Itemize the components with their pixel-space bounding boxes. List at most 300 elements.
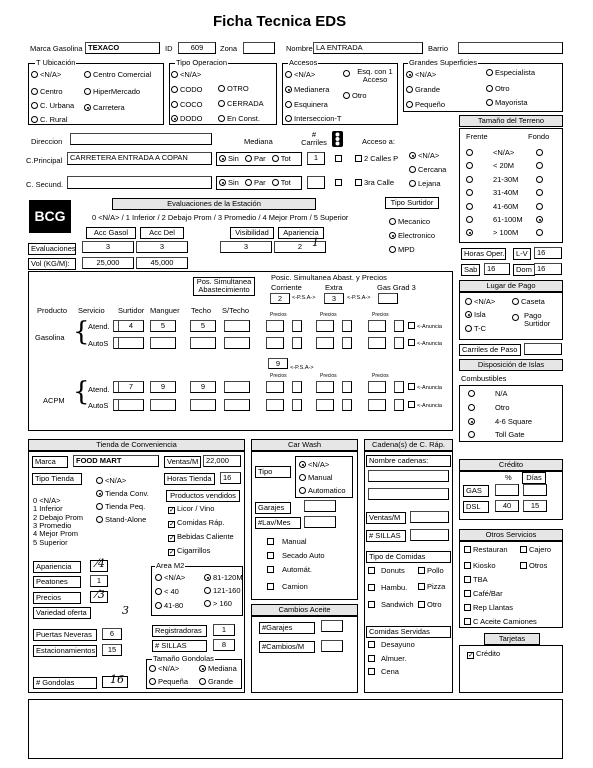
credito-dsl-dias[interactable]: 15 bbox=[523, 500, 547, 512]
area-opt-41[interactable]: 41-80 bbox=[155, 602, 183, 610]
stecho-header: S/Techo bbox=[222, 306, 250, 315]
gas-autos-label: AutoS bbox=[88, 339, 109, 348]
secund-tot-radio[interactable]: Tot bbox=[272, 178, 291, 187]
terreno-fondo-radio[interactable] bbox=[536, 162, 545, 170]
bcg-logo: BCG bbox=[29, 200, 71, 233]
accesos-title: Accesos bbox=[289, 58, 318, 67]
acceso-opt-cercana[interactable]: Cercana bbox=[409, 166, 446, 174]
direccion-field[interactable] bbox=[70, 133, 212, 145]
acpm-atend-precio-0[interactable] bbox=[266, 381, 284, 393]
acpm-atend-techo[interactable]: 9 bbox=[190, 381, 216, 393]
acc-del-field[interactable]: 3 bbox=[136, 241, 188, 253]
acpm-atend-stecho[interactable] bbox=[224, 381, 250, 393]
otros-cajero[interactable]: Cajero bbox=[520, 546, 551, 554]
operacion-opt-na[interactable]: <N/A> bbox=[171, 71, 201, 79]
cadena-title: Cadena(s) de C. Ráp. bbox=[364, 439, 453, 451]
comida-hambu[interactable]: Hambu. bbox=[368, 584, 407, 592]
tienda-sillas-field[interactable]: 8 bbox=[213, 639, 235, 651]
accesos-opt-interseccion[interactable]: Interseccion-T bbox=[285, 115, 342, 123]
acpm-atend-precio-1[interactable] bbox=[292, 381, 302, 393]
cadena-ventas-field[interactable] bbox=[410, 511, 449, 523]
terreno-row-label: 21-30M bbox=[493, 174, 519, 184]
marca-gasolina-label: Marca Gasolina bbox=[30, 44, 83, 53]
ventas-tienda-field[interactable]: 22,000 bbox=[203, 455, 241, 467]
tarjetas-credito[interactable]: ✓ Crédito bbox=[468, 649, 501, 659]
surtidor-title: Tipo Surtidor bbox=[385, 197, 439, 209]
carwash-opt-auto[interactable]: Automatico bbox=[299, 487, 346, 495]
servicio-header: Servicio bbox=[78, 306, 105, 315]
vol-field-1[interactable]: 25,000 bbox=[82, 257, 134, 269]
tipo-opt-conv[interactable]: Tienda Conv. bbox=[96, 490, 149, 498]
visibilidad-label: Visibilidad bbox=[230, 227, 274, 239]
credito-dsl-pct[interactable]: 40 bbox=[495, 500, 519, 512]
principal-carriles-field[interactable]: 1 bbox=[307, 152, 325, 165]
manguer-header: Manguer bbox=[150, 306, 180, 315]
accesos-opt-medianera[interactable]: Medianera bbox=[285, 86, 329, 94]
corriente-psa-field[interactable]: 2 bbox=[270, 293, 290, 304]
ubicacion-opt-centro-comercial[interactable]: Centro Comercial bbox=[84, 71, 151, 79]
ubicacion-opt-carretera[interactable]: Carretera bbox=[84, 104, 125, 112]
puertas-label: Puertas Neveras bbox=[33, 629, 97, 641]
comida-pizza[interactable]: Pizza bbox=[418, 583, 445, 591]
operacion-opt-enconst[interactable]: En Const. bbox=[218, 115, 260, 123]
pago-opt-tc[interactable]: T-C bbox=[465, 325, 486, 333]
carriles-label: # Carriles bbox=[301, 130, 327, 147]
tienda-scale-item: 0 <N/A> bbox=[33, 496, 61, 505]
secund-par-radio[interactable]: Par bbox=[245, 178, 266, 187]
gond-opt-na[interactable]: <N/A> bbox=[149, 665, 179, 673]
cadena-nombre-field-1[interactable] bbox=[368, 470, 449, 482]
gasgrad-psa-field[interactable] bbox=[378, 293, 398, 304]
terreno-fondo-radio[interactable] bbox=[536, 189, 545, 197]
accesos-opt-na[interactable]: <N/A> bbox=[285, 71, 315, 79]
gas-autos-precio-1[interactable] bbox=[292, 337, 302, 349]
acpm-psa-field[interactable]: 9 bbox=[268, 358, 288, 369]
traffic-light-icon bbox=[332, 131, 343, 147]
acc-gasol-field[interactable]: 3 bbox=[82, 241, 134, 253]
acpm-autos-precio-0[interactable] bbox=[266, 399, 284, 411]
operacion-opt-codo[interactable]: CODO bbox=[171, 86, 203, 94]
gas-atend-precio-1[interactable] bbox=[292, 320, 302, 332]
surtidor-opt-mecanico[interactable]: Mecanico bbox=[389, 218, 430, 226]
psa-arrow-1: <-P.S.A-> bbox=[292, 295, 316, 301]
otros-group bbox=[459, 541, 563, 628]
gas-autos-surtidor[interactable] bbox=[118, 337, 144, 349]
credito-gas-pct[interactable] bbox=[495, 484, 519, 496]
carwash-chk-manual[interactable]: Manual bbox=[267, 538, 307, 546]
cadena-ventas-label: Ventas/M bbox=[366, 512, 406, 524]
pos-simultanea-title: Pos. Simultanea Abastecimiento bbox=[193, 277, 255, 296]
gond-opt-pequena[interactable]: Pequeña bbox=[149, 678, 188, 686]
tienda-marca-label: Marca bbox=[32, 456, 68, 468]
otros-kiosko[interactable]: Kiosko bbox=[464, 562, 496, 570]
superficies-opt-especialista[interactable]: Especialista bbox=[486, 69, 535, 77]
page-title: Ficha Tecnica EDS bbox=[213, 13, 347, 30]
variedad-label: Variedad oferta bbox=[33, 607, 91, 619]
terreno-fondo-radio[interactable] bbox=[536, 229, 545, 237]
gas-autos-anuncia[interactable]: <-Anuncia bbox=[408, 339, 442, 348]
terreno-frente-radio[interactable] bbox=[466, 229, 475, 237]
credito-title: Crédito bbox=[459, 459, 563, 471]
terreno-fondo-label: Fondo bbox=[528, 132, 550, 141]
superficies-title: Grandes Superficies bbox=[409, 58, 477, 67]
cambios-garajes-label: #Garajes bbox=[259, 622, 315, 634]
prod-bebidas[interactable]: ✓ Bebidas Caliente bbox=[169, 532, 234, 542]
nombre-label: Nombre bbox=[286, 44, 313, 53]
sab-field[interactable]: 16 bbox=[484, 263, 510, 275]
cadena-sillas-label: # SILLAS bbox=[366, 530, 406, 542]
gas-atend-stecho[interactable] bbox=[224, 320, 250, 332]
id-field[interactable]: 609 bbox=[178, 42, 216, 54]
principal-mediana-group bbox=[216, 152, 302, 166]
comida-sandwich[interactable]: Sandwich bbox=[368, 601, 414, 609]
psa-mid-row bbox=[268, 358, 314, 372]
gas-atend-anuncia[interactable]: <-Anuncia bbox=[408, 322, 442, 331]
pago-title: Lugar de Pago bbox=[459, 280, 563, 292]
ubicacion-opt-na[interactable]: <N/A> bbox=[31, 71, 61, 79]
surtidor-opt-mpd[interactable]: MPD bbox=[389, 246, 415, 254]
serv-cena[interactable]: Cena bbox=[368, 668, 399, 676]
acpm-atend-precio-2[interactable] bbox=[316, 381, 334, 393]
terreno-frente-radio[interactable] bbox=[466, 203, 475, 211]
c-principal-field[interactable]: CARRETERA ENTRADA A COPAN bbox=[67, 152, 212, 165]
otros-title: Otros Servicios bbox=[459, 529, 563, 541]
precios-header: Precios bbox=[320, 373, 337, 379]
gondolas-label: # Gondolas bbox=[33, 677, 97, 689]
acpm-autos-label: AutoS bbox=[88, 401, 109, 410]
zona-field[interactable] bbox=[243, 42, 275, 54]
gas-autos-precio-2[interactable] bbox=[316, 337, 334, 349]
acpm-atend-precio-4[interactable] bbox=[368, 381, 386, 393]
acpm-autos-anuncia[interactable]: <-Anuncia bbox=[408, 401, 442, 410]
terreno-frente-radio[interactable] bbox=[466, 216, 475, 224]
carwash-opt-na[interactable]: <N/A> bbox=[299, 461, 329, 469]
acpm-atend-surtidor[interactable]: 7 bbox=[118, 381, 144, 393]
gas-atend-precio-5[interactable] bbox=[394, 320, 404, 332]
productos-vendidos-title: Productos vendidos bbox=[166, 490, 240, 502]
carwash-lav-label: #Lav/Mes bbox=[255, 517, 301, 529]
islas-title: Disposición de Islas bbox=[459, 359, 563, 371]
otros-tba[interactable]: TBA bbox=[464, 576, 488, 584]
corriente-label: Corriente bbox=[271, 283, 302, 292]
accesos-opt-esq1-label: Esq. con 1 Acceso bbox=[357, 67, 393, 84]
acpm-autos-manguer[interactable] bbox=[150, 399, 176, 411]
acpm-autos-stecho[interactable] bbox=[224, 399, 250, 411]
carwash-garajes-field[interactable] bbox=[304, 500, 336, 512]
operacion-opt-coco[interactable]: COCO bbox=[171, 101, 203, 109]
evaluaciones-title: Evaluaciones de la Estación bbox=[112, 198, 316, 210]
otros-rep-llantas[interactable]: Rep Llantas bbox=[464, 604, 513, 612]
tarjetas-title: Tarjetas bbox=[484, 633, 540, 645]
dom-label: Dom bbox=[513, 264, 535, 276]
terreno-fondo-radio[interactable] bbox=[536, 216, 545, 224]
gondolas-hand: 16 bbox=[110, 673, 124, 686]
tienda-scale-item: 5 Superior bbox=[33, 537, 68, 547]
terreno-group bbox=[459, 128, 563, 243]
gas-atend-precio-2[interactable] bbox=[316, 320, 334, 332]
serv-desayuno[interactable]: Desayuno bbox=[368, 641, 415, 649]
ubicacion-opt-rural[interactable]: C. Rural bbox=[31, 116, 68, 124]
tienda-scale-item: 3 Promedio bbox=[33, 520, 72, 530]
c-secund-field[interactable] bbox=[67, 176, 212, 189]
apariencia-field[interactable]: 2 bbox=[274, 241, 326, 253]
acpm-autos-precio-1[interactable] bbox=[292, 399, 302, 411]
producto-header: Producto bbox=[37, 306, 68, 315]
precios-header: Precios bbox=[270, 312, 287, 318]
pago-opt-na[interactable]: <N/A> bbox=[465, 298, 495, 306]
ubicacion-opt-centro[interactable]: Centro bbox=[31, 88, 63, 96]
credito-dsl-label: DSL bbox=[463, 501, 489, 513]
islas-opt-otro[interactable]: Otro bbox=[468, 404, 510, 412]
ubicacion-title: T Ubicación bbox=[36, 58, 76, 67]
area-opt-na[interactable]: <N/A> bbox=[155, 574, 185, 582]
vol-label: Vol (KG/M): bbox=[28, 258, 76, 270]
precios-tienda-hand: ⁄3 bbox=[96, 588, 105, 601]
gas-autos-precio-0[interactable] bbox=[266, 337, 284, 349]
terreno-fondo-radio[interactable] bbox=[536, 149, 545, 157]
pago-opt-caseta[interactable]: Caseta bbox=[512, 298, 545, 306]
pago-opt-surtidor[interactable] bbox=[512, 314, 521, 322]
secund-mediana-group bbox=[216, 176, 302, 190]
ubicacion-opt-hipermercado[interactable]: HiperMercado bbox=[84, 88, 140, 96]
registradoras-label: Registradoras bbox=[152, 625, 207, 637]
superficies-opt-na[interactable]: <N/A> bbox=[406, 71, 436, 79]
cadena-nombre-label: Nombre cadenas: bbox=[366, 455, 451, 467]
tres-calle-check[interactable]: 3ra Calle bbox=[355, 179, 394, 187]
otros-restauran[interactable]: Restauran bbox=[464, 546, 508, 554]
secund-sin-radio[interactable]: Sin bbox=[219, 178, 239, 187]
horas-tienda-field[interactable]: 16 bbox=[220, 472, 241, 484]
otros-c-aceite[interactable]: C Aceite Camiones bbox=[464, 618, 537, 626]
islas-opt-tollgate[interactable]: Toll Gate bbox=[468, 431, 525, 439]
terreno-frente-radio[interactable] bbox=[466, 162, 475, 170]
acpm-autos-precio-2[interactable] bbox=[316, 399, 334, 411]
accesos-opt-esquinera[interactable]: Esquinera bbox=[285, 101, 328, 109]
operacion-opt-cerrada[interactable]: CERRADA bbox=[218, 100, 264, 108]
acpm-autos-precio-4[interactable] bbox=[368, 399, 386, 411]
terreno-row-label: 61-100M bbox=[493, 215, 523, 224]
c-principal-label: C.Principal bbox=[26, 156, 63, 165]
superficies-opt-pequeno[interactable]: Pequeño bbox=[406, 101, 445, 109]
accesos-opt-otro[interactable]: Otro bbox=[343, 92, 367, 100]
cadena-sillas-field[interactable] bbox=[410, 529, 449, 541]
dos-calles-check[interactable]: 2 Calles P bbox=[355, 155, 398, 163]
carwash-chk-automat[interactable]: Automát. bbox=[267, 566, 312, 574]
credito-gas-label: GAS bbox=[463, 485, 489, 497]
id-label: ID bbox=[165, 44, 173, 53]
gas-atend-surtidor[interactable]: 4 bbox=[118, 320, 144, 332]
carwash-chk-secado[interactable]: Secado Auto bbox=[267, 552, 325, 560]
acpm-autos-precio-3[interactable] bbox=[342, 399, 352, 411]
otros-otros[interactable]: Otros bbox=[520, 562, 547, 570]
ventas-tienda-label: Ventas/M bbox=[164, 456, 201, 468]
islas-opt-na[interactable]: N/A bbox=[468, 390, 508, 398]
tipo-comidas-label: Tipo de Comidas bbox=[366, 551, 451, 563]
area-opt-121[interactable]: 121-160 bbox=[204, 587, 241, 595]
serv-almuer[interactable]: Almuer. bbox=[368, 655, 406, 663]
acceso-a-label: Acceso a: bbox=[362, 137, 395, 146]
precios-header: Precios bbox=[372, 373, 389, 379]
acpm-autos-precio-5[interactable] bbox=[394, 399, 404, 411]
operacion-opt-otro[interactable]: OTRO bbox=[218, 85, 249, 93]
estac-field[interactable]: 15 bbox=[102, 644, 122, 656]
peatones-field[interactable]: 1 bbox=[90, 575, 108, 587]
sab-label: Sab bbox=[461, 264, 480, 276]
carwash-opt-manual[interactable]: Manual bbox=[299, 474, 333, 482]
terreno-fondo-radio[interactable] bbox=[536, 176, 545, 184]
accesos-opt-esq1[interactable] bbox=[343, 70, 352, 78]
gas-atend-label: Atend. bbox=[88, 322, 110, 331]
prod-comidas[interactable]: ✓ Comidas Ráp. bbox=[169, 518, 225, 528]
operacion-opt-dodo[interactable]: DODO bbox=[171, 115, 203, 123]
principal-semaforo-check[interactable] bbox=[335, 155, 344, 163]
otros-cafe[interactable]: Café/Bar bbox=[464, 590, 503, 598]
tipo-opt-peq[interactable]: Tienda Peq. bbox=[96, 503, 145, 511]
combustibles-label: Combustibles bbox=[461, 374, 507, 383]
comidas-servidas-label: Comidas Servidas bbox=[366, 626, 451, 638]
peatones-label: Peatones bbox=[33, 576, 81, 588]
acpm-autos-techo[interactable] bbox=[190, 399, 216, 411]
acpm-atend-manguer[interactable]: 9 bbox=[150, 381, 176, 393]
precios-header: Precios bbox=[270, 373, 287, 379]
acpm-atend-precio-3[interactable] bbox=[342, 381, 352, 393]
pago-opt-isla[interactable]: Isla bbox=[465, 311, 486, 319]
tienda-apariencia-label: Apariencia bbox=[33, 561, 81, 573]
gas-autos-stecho[interactable] bbox=[224, 337, 250, 349]
area-opt-40[interactable]: < 40 bbox=[155, 588, 179, 596]
principal-tot-radio[interactable]: Tot bbox=[272, 154, 291, 163]
precios-header: Precios bbox=[372, 312, 389, 318]
secund-semaforo-check[interactable] bbox=[335, 179, 344, 187]
tipo-tienda-label: Tipo Tienda bbox=[32, 473, 82, 485]
cambios-title: Cambios Aceite bbox=[251, 604, 358, 616]
prod-licor[interactable]: ✓ Licor / Vino bbox=[169, 504, 215, 514]
barrio-field[interactable] bbox=[458, 42, 563, 54]
gas-atend-precio-4[interactable] bbox=[368, 320, 386, 332]
carriles-paso-label: Carriles de Paso bbox=[459, 344, 521, 356]
gas-atend-precio-0[interactable] bbox=[266, 320, 284, 332]
acceso-opt-na[interactable]: <N/A> bbox=[409, 152, 439, 160]
gas-autos-manguer[interactable] bbox=[150, 337, 176, 349]
terreno-frente-radio[interactable] bbox=[466, 189, 475, 197]
registradoras-field[interactable]: 1 bbox=[213, 624, 235, 636]
terreno-row-label: < 20M bbox=[493, 161, 515, 171]
comida-donuts[interactable]: Donuts bbox=[368, 567, 405, 575]
acpm-atend-precio-5[interactable] bbox=[394, 381, 404, 393]
islas-opt-square[interactable]: 4-6 Square bbox=[468, 418, 532, 426]
acpm-autos-surtidor[interactable] bbox=[118, 399, 144, 411]
gasolina-label: Gasolina bbox=[35, 333, 65, 342]
acc-del-label: Acc Del bbox=[140, 227, 184, 239]
gond-opt-grande[interactable]: Grande bbox=[199, 678, 233, 686]
terreno-title: Tamaño del Terreno bbox=[459, 115, 563, 127]
lv-field[interactable]: 16 bbox=[534, 247, 562, 259]
puertas-field[interactable]: 6 bbox=[102, 628, 122, 640]
extra-label: Extra bbox=[325, 283, 343, 292]
superficies-opt-mayorista[interactable]: Mayorista bbox=[486, 99, 528, 107]
credito-gas-dias[interactable] bbox=[523, 484, 547, 496]
variedad-hand: 3 bbox=[122, 604, 129, 617]
cambios-mes-label: #Cambios/M bbox=[259, 641, 315, 653]
gas-atend-techo[interactable]: 5 bbox=[190, 320, 216, 332]
principal-par-radio[interactable]: Par bbox=[245, 154, 266, 163]
evaluaciones-label: Evaluaciones bbox=[28, 243, 76, 255]
acpm-atend-anuncia[interactable]: <-Anuncia bbox=[408, 383, 442, 392]
comida-pollo[interactable]: Pollo bbox=[418, 567, 444, 575]
psa-arrow-2: <-P.S.A-> bbox=[347, 295, 371, 301]
credito-pct-header: % bbox=[505, 473, 512, 482]
evaluaciones-scale: 0 <N/A> / 1 Inferior / 2 Debajo Prom / 3 Promedio / 4 Mejor Prom / 5 Superior bbox=[92, 213, 349, 222]
carwash-chk-camion[interactable]: Camion bbox=[267, 583, 308, 591]
tipo-opt-standalone[interactable]: Stand-Alone bbox=[96, 516, 146, 524]
gas-grad-label: Gas Grad 3 bbox=[377, 283, 416, 292]
mediana-label: Mediana bbox=[244, 137, 273, 146]
acpm-brace: { bbox=[73, 377, 90, 407]
acceso-opt-lejana[interactable]: Lejana bbox=[409, 180, 441, 188]
notes-area[interactable] bbox=[28, 699, 563, 759]
ubicacion-opt-urbana[interactable]: C. Urbana bbox=[31, 102, 74, 110]
gond-opt-mediana[interactable]: Mediana bbox=[199, 665, 237, 673]
cadena-nombre-field-2[interactable] bbox=[368, 488, 449, 500]
tienda-scale-item: 4 Mejor Prom bbox=[33, 529, 79, 539]
superficies-opt-otro[interactable]: Otro bbox=[486, 85, 510, 93]
barrio-label: Barrio bbox=[428, 44, 449, 53]
gas-atend-precio-3[interactable] bbox=[342, 320, 352, 332]
prod-cigarrillos[interactable]: ✓ Cigarrillos bbox=[169, 546, 211, 556]
secund-carriles-field[interactable] bbox=[307, 176, 325, 189]
tipo-opt-na[interactable]: <N/A> bbox=[96, 477, 126, 485]
psa-arrow-3: <-P.S.A-> bbox=[290, 365, 314, 371]
terreno-frente-radio[interactable] bbox=[466, 149, 475, 157]
carriles-paso-field[interactable] bbox=[524, 343, 562, 355]
principal-sin-radio[interactable]: Sin bbox=[219, 154, 239, 163]
tienda-marca-field[interactable]: FOOD MART bbox=[73, 455, 159, 467]
area-opt-81[interactable]: 81-120M bbox=[204, 574, 243, 582]
nombre-field[interactable]: LA ENTRADA bbox=[313, 42, 423, 54]
direccion-label: Direccion bbox=[31, 137, 63, 146]
gas-autos-precio-5[interactable] bbox=[394, 337, 404, 349]
credito-dias-header: Días bbox=[522, 472, 546, 484]
gas-autos-techo[interactable] bbox=[190, 337, 216, 349]
cambios-garajes-field[interactable] bbox=[321, 620, 343, 632]
marca-gasolina-field[interactable]: TEXACO bbox=[85, 42, 160, 54]
terreno-fondo-radio[interactable] bbox=[536, 203, 545, 211]
superficies-opt-grande[interactable]: Grande bbox=[406, 86, 440, 94]
extra-psa-field[interactable]: 3 bbox=[324, 293, 344, 304]
apariencia-handwritten: 1 bbox=[312, 236, 319, 249]
visibilidad-field[interactable]: 3 bbox=[220, 241, 272, 253]
operacion-title: Tipo Operacion bbox=[176, 58, 227, 67]
terreno-row-label: > 100M bbox=[493, 228, 519, 238]
techo-header: Techo bbox=[191, 306, 212, 315]
area-title: Area M2 bbox=[156, 561, 185, 570]
gas-autos-precio-3[interactable] bbox=[342, 337, 352, 349]
comida-otro[interactable]: Otro bbox=[418, 601, 442, 609]
gas-atend-manguer[interactable]: 5 bbox=[150, 320, 176, 332]
cambios-mes-field[interactable] bbox=[321, 640, 343, 652]
vol-field-2[interactable]: 45,000 bbox=[136, 257, 188, 269]
tienda-scale-item: 1 Inferior bbox=[33, 504, 63, 514]
surtidor-opt-electronico[interactable]: Electronico bbox=[389, 232, 435, 240]
acpm-atend-label: Atend. bbox=[88, 385, 110, 394]
dom-field[interactable]: 16 bbox=[534, 263, 562, 275]
horas-oper-label: Horas Oper. bbox=[461, 248, 506, 260]
area-opt-160[interactable]: > 160 bbox=[204, 600, 232, 608]
gas-autos-precio-4[interactable] bbox=[368, 337, 386, 349]
terreno-frente-radio[interactable] bbox=[466, 176, 475, 184]
gasolina-brace: { bbox=[73, 317, 90, 347]
carwash-lav-field[interactable] bbox=[304, 516, 336, 528]
